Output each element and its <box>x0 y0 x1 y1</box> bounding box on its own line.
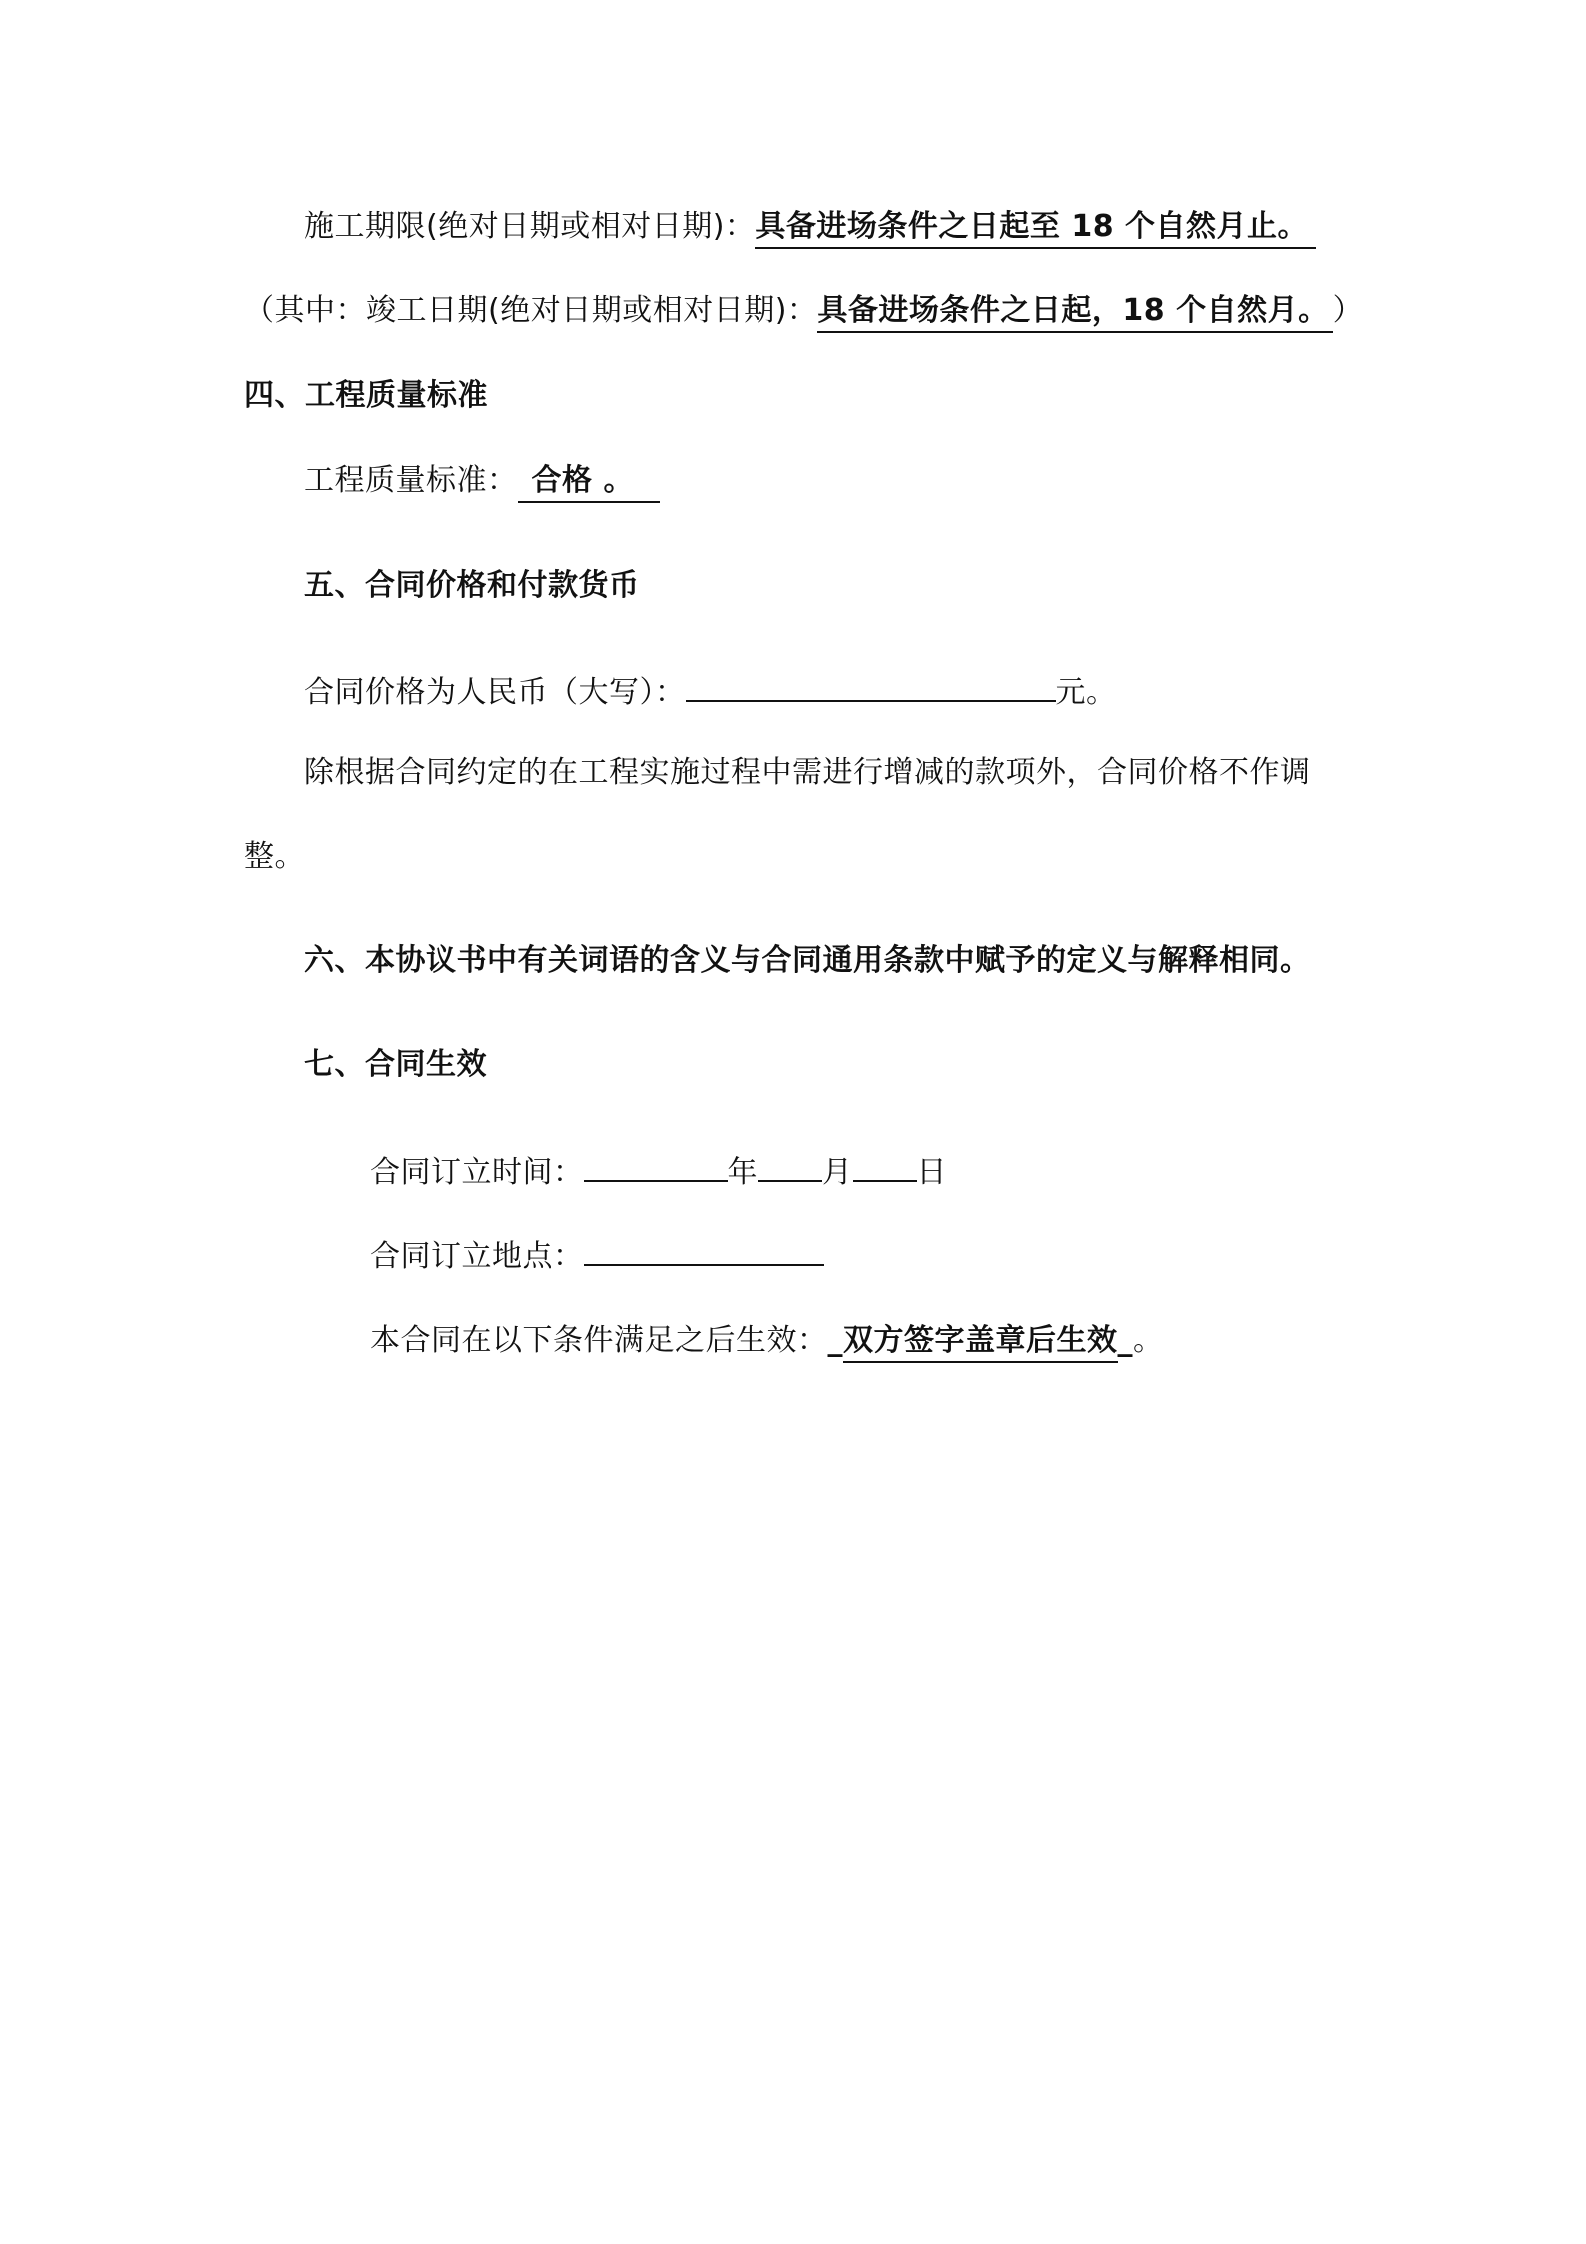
signing-time-line <box>370 1148 947 1194</box>
quality-standard-line <box>304 460 660 503</box>
month-label: 月 <box>822 1155 853 1190</box>
quality-standard-value <box>518 461 660 503</box>
contract-price-line <box>304 668 1117 714</box>
section4-heading: 四、工程质量标准 <box>244 378 488 413</box>
quality-standard-label: 工程质量标准： <box>304 463 518 498</box>
completion-date-close: ） <box>1332 293 1364 328</box>
completion-date-line <box>244 290 1363 333</box>
effective-condition-value: 双方签字盖章后生效 <box>843 1321 1118 1363</box>
signing-place-line <box>370 1232 824 1278</box>
section6-heading: 六、本协议书中有关词语的含义与合同通用条款中赋予的定义与解释相同。 <box>304 943 1311 978</box>
signing-time-label: 合同订立时间： <box>370 1155 584 1190</box>
effective-condition-label: 本合同在以下条件满足之后生效： <box>370 1323 828 1358</box>
signing-day-blank <box>853 1148 917 1182</box>
quality-standard-suffix: 。 <box>603 463 634 498</box>
effective-condition-suffix: 。 <box>1133 1323 1164 1358</box>
signing-year-blank <box>584 1148 728 1182</box>
price-adjust-line2: 整。 <box>244 839 305 874</box>
contract-price-label: 合同价格为人民币（大写）： <box>304 675 686 710</box>
price-adjust-line1: 除根据合同约定的在工程实施过程中需进行增减的款项外，合同价格不作调 <box>304 755 1311 790</box>
effective-condition-prefix: _ <box>827 1323 843 1358</box>
signing-month-blank <box>758 1148 822 1182</box>
contract-price-blank <box>686 668 1056 702</box>
section7-heading: 七、合同生效 <box>304 1047 487 1082</box>
quality-standard-value-text: 合格 <box>531 463 593 498</box>
construction-period-line <box>304 206 1316 249</box>
contract-price-suffix: 元。 <box>1055 675 1117 710</box>
completion-date-value: 具备进场条件之日起，18 个自然月。 <box>817 291 1332 333</box>
effective-condition-after: _ <box>1117 1323 1133 1358</box>
effective-condition-line <box>370 1320 1164 1363</box>
completion-date-open: （其中：竣工日期(绝对日期或相对日期)： <box>244 293 818 328</box>
signing-place-label: 合同订立地点： <box>370 1239 584 1274</box>
day-label: 日 <box>916 1155 947 1190</box>
construction-period-value: 具备进场条件之日起至 18 个自然月止。 <box>755 207 1316 249</box>
section5-heading: 五、合同价格和付款货币 <box>304 568 640 603</box>
year-label: 年 <box>727 1155 758 1190</box>
construction-period-label: 施工期限(绝对日期或相对日期)： <box>304 209 756 244</box>
signing-place-blank <box>584 1232 824 1266</box>
